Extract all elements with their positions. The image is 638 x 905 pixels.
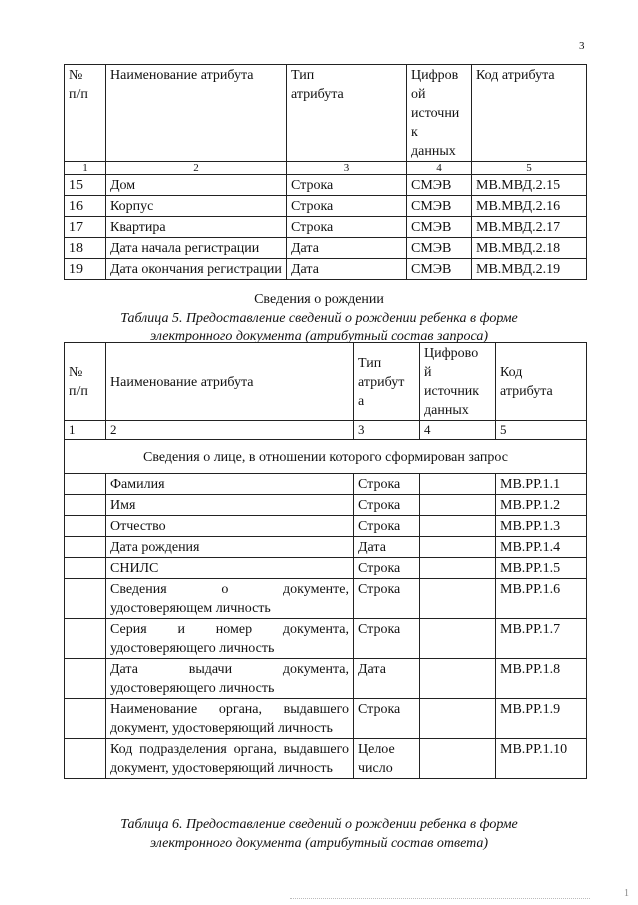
header-line: атрибут [358, 374, 405, 390]
cell-source [420, 739, 496, 779]
header-line: Код [500, 365, 523, 380]
cell-source [420, 495, 496, 516]
table-row [65, 217, 587, 238]
cell-code: МВ.РР.1.5 [496, 558, 587, 579]
cell-name: Дата начала регистрации [106, 238, 287, 259]
cell-name: Дата выдачи документа, удостоверяющего личность [106, 659, 354, 699]
cell-type: Строка [354, 495, 420, 516]
col-number: 3 [287, 162, 407, 175]
cell-source: СМЭВ [407, 217, 472, 238]
cell-code: МВ.МВД.2.19 [472, 259, 587, 280]
col-number: 1 [65, 421, 106, 440]
header-line: атрибута [500, 384, 553, 399]
col-number: 4 [407, 162, 472, 175]
table-row [65, 259, 587, 280]
section-title: Сведения о рождении [254, 292, 384, 307]
cell-source [420, 537, 496, 558]
header-line: данных [424, 403, 469, 418]
cell-num [65, 495, 106, 516]
cell-name: Квартира [106, 217, 287, 238]
cell-type: Строка [287, 217, 407, 238]
cell-source: СМЭВ [407, 196, 472, 217]
cell-type: Строка [354, 516, 420, 537]
cell-num: 19 [65, 259, 106, 280]
table-row [65, 196, 587, 217]
cell-name: Дом [106, 175, 287, 196]
birth-request-attributes-table [64, 342, 587, 779]
cell-source: СМЭВ [407, 259, 472, 280]
table6-caption-line1: Таблица 6. Предоставление сведений о рождении ребенка в форме [120, 817, 518, 832]
table-header-row [65, 343, 587, 421]
group-title-row [65, 440, 587, 474]
cell-num [65, 739, 106, 779]
group-title: Сведения о лице, в отношении которого сформирован запрос [65, 440, 587, 474]
cell-source [420, 516, 496, 537]
cell-num: 15 [65, 175, 106, 196]
column-number-row [65, 421, 587, 440]
header-source [420, 343, 496, 421]
cell-name: Код подразделения органа, выдавшего документ, удостоверяющий личность [106, 739, 354, 779]
header-line: данных [411, 144, 456, 159]
col-number: 2 [106, 162, 287, 175]
cell-code: МВ.РР.1.8 [496, 659, 587, 699]
cell-code: МВ.МВД.2.17 [472, 217, 587, 238]
header-line: Цифрово [424, 346, 479, 361]
header-line: к [411, 125, 418, 140]
cell-num [65, 474, 106, 495]
header-line: № [69, 365, 83, 380]
cell-name: Дата рождения [106, 537, 354, 558]
table-row [65, 516, 587, 537]
header-line: ой [411, 87, 426, 102]
col-number: 3 [354, 421, 420, 440]
cell-name: Серия и номер документа, удостоверяющего личность [106, 619, 354, 659]
table-row [65, 739, 587, 779]
scan-artifact-line [290, 898, 590, 900]
table-row [65, 619, 587, 659]
cell-code: МВ.РР.1.9 [496, 699, 587, 739]
cell-source [420, 579, 496, 619]
cell-name: Фамилия [106, 474, 354, 495]
header-line: Тип [358, 355, 382, 371]
header-line: п/п [69, 384, 88, 399]
header-code [496, 343, 587, 421]
cell-num [65, 699, 106, 739]
header-line: п/п [69, 87, 88, 102]
cell-num [65, 537, 106, 558]
cell-num [65, 579, 106, 619]
col-number: 1 [65, 162, 106, 175]
cell-code: МВ.МВД.2.15 [472, 175, 587, 196]
cell-num [65, 558, 106, 579]
cell-name: Сведения о документе, удостоверяющем личность [106, 579, 354, 619]
table6-caption-line2: электронного документа (атрибутный состав ответа) [149, 836, 489, 851]
table-row [65, 558, 587, 579]
header-name: Наименование атрибута [106, 65, 287, 162]
cell-name: Дата окончания регистрации [106, 259, 287, 280]
header-line: атрибута [291, 87, 344, 102]
table-row [65, 495, 587, 516]
cell-type: Строка [287, 196, 407, 217]
header-name: Наименование атрибута [106, 343, 354, 421]
table5-caption-line2: электронного документа (атрибутный состав запроса) [150, 329, 488, 344]
table-row [65, 579, 587, 619]
cell-num: 16 [65, 196, 106, 217]
cell-num: 17 [65, 217, 106, 238]
column-number-row [65, 162, 587, 175]
header-line: источник [424, 384, 480, 399]
table-row [65, 537, 587, 558]
header-line: Цифров [411, 68, 459, 83]
cell-source [420, 659, 496, 699]
header-line: а [358, 393, 365, 409]
cell-code: МВ.МВД.2.18 [472, 238, 587, 259]
cell-name: Отчество [106, 516, 354, 537]
cell-num: 18 [65, 238, 106, 259]
cell-name: СНИЛС [106, 558, 354, 579]
cell-code: МВ.РР.1.10 [496, 739, 587, 779]
cell-code: МВ.РР.1.2 [496, 495, 587, 516]
cell-type: Строка [354, 558, 420, 579]
col-number: 5 [472, 162, 587, 175]
header-line: Тип [291, 68, 315, 83]
col-number: 5 [496, 421, 587, 440]
cell-type: Строка [354, 699, 420, 739]
header-type [354, 343, 420, 421]
table-row [65, 175, 587, 196]
cell-num [65, 659, 106, 699]
cell-source: СМЭВ [407, 175, 472, 196]
cell-type: Строка [354, 619, 420, 659]
page-number: 3 [579, 40, 585, 52]
cell-num [65, 516, 106, 537]
header-source [407, 65, 472, 162]
cell-type: Целое число [354, 739, 420, 779]
col-number: 2 [106, 421, 354, 440]
table-row [65, 238, 587, 259]
cell-num [65, 619, 106, 659]
cell-type: Строка [287, 175, 407, 196]
header-line: й [424, 365, 432, 380]
header-num [65, 343, 106, 421]
cell-source [420, 558, 496, 579]
cell-source [420, 699, 496, 739]
cell-source: СМЭВ [407, 238, 472, 259]
table-row [65, 474, 587, 495]
cell-name: Имя [106, 495, 354, 516]
header-code: Код атрибута [472, 65, 587, 162]
table-row [65, 699, 587, 739]
attributes-table-continued [64, 64, 587, 280]
cell-type: Дата [354, 537, 420, 558]
cell-code: МВ.РР.1.6 [496, 579, 587, 619]
cell-type: Дата [287, 259, 407, 280]
table-row [65, 659, 587, 699]
cell-code: МВ.РР.1.4 [496, 537, 587, 558]
col-number: 4 [420, 421, 496, 440]
cell-code: МВ.МВД.2.16 [472, 196, 587, 217]
table5-caption-line1: Таблица 5. Предоставление сведений о рождении ребенка в форме [120, 311, 518, 326]
header-line: источни [411, 106, 460, 121]
cell-source [420, 619, 496, 659]
cell-name: Корпус [106, 196, 287, 217]
header-line: № [69, 68, 83, 83]
cell-type: Строка [354, 474, 420, 495]
cell-code: МВ.РР.1.7 [496, 619, 587, 659]
cell-type: Дата [287, 238, 407, 259]
cell-name: Наименование органа, выдавшего документ, удостоверяющий личность [106, 699, 354, 739]
cell-code: МВ.РР.1.3 [496, 516, 587, 537]
cell-type: Строка [354, 579, 420, 619]
margin-mark: 1 [624, 888, 629, 899]
cell-code: МВ.РР.1.1 [496, 474, 587, 495]
header-num [65, 65, 106, 162]
table-header-row [65, 65, 587, 162]
cell-type: Дата [354, 659, 420, 699]
cell-source [420, 474, 496, 495]
header-type [287, 65, 407, 162]
